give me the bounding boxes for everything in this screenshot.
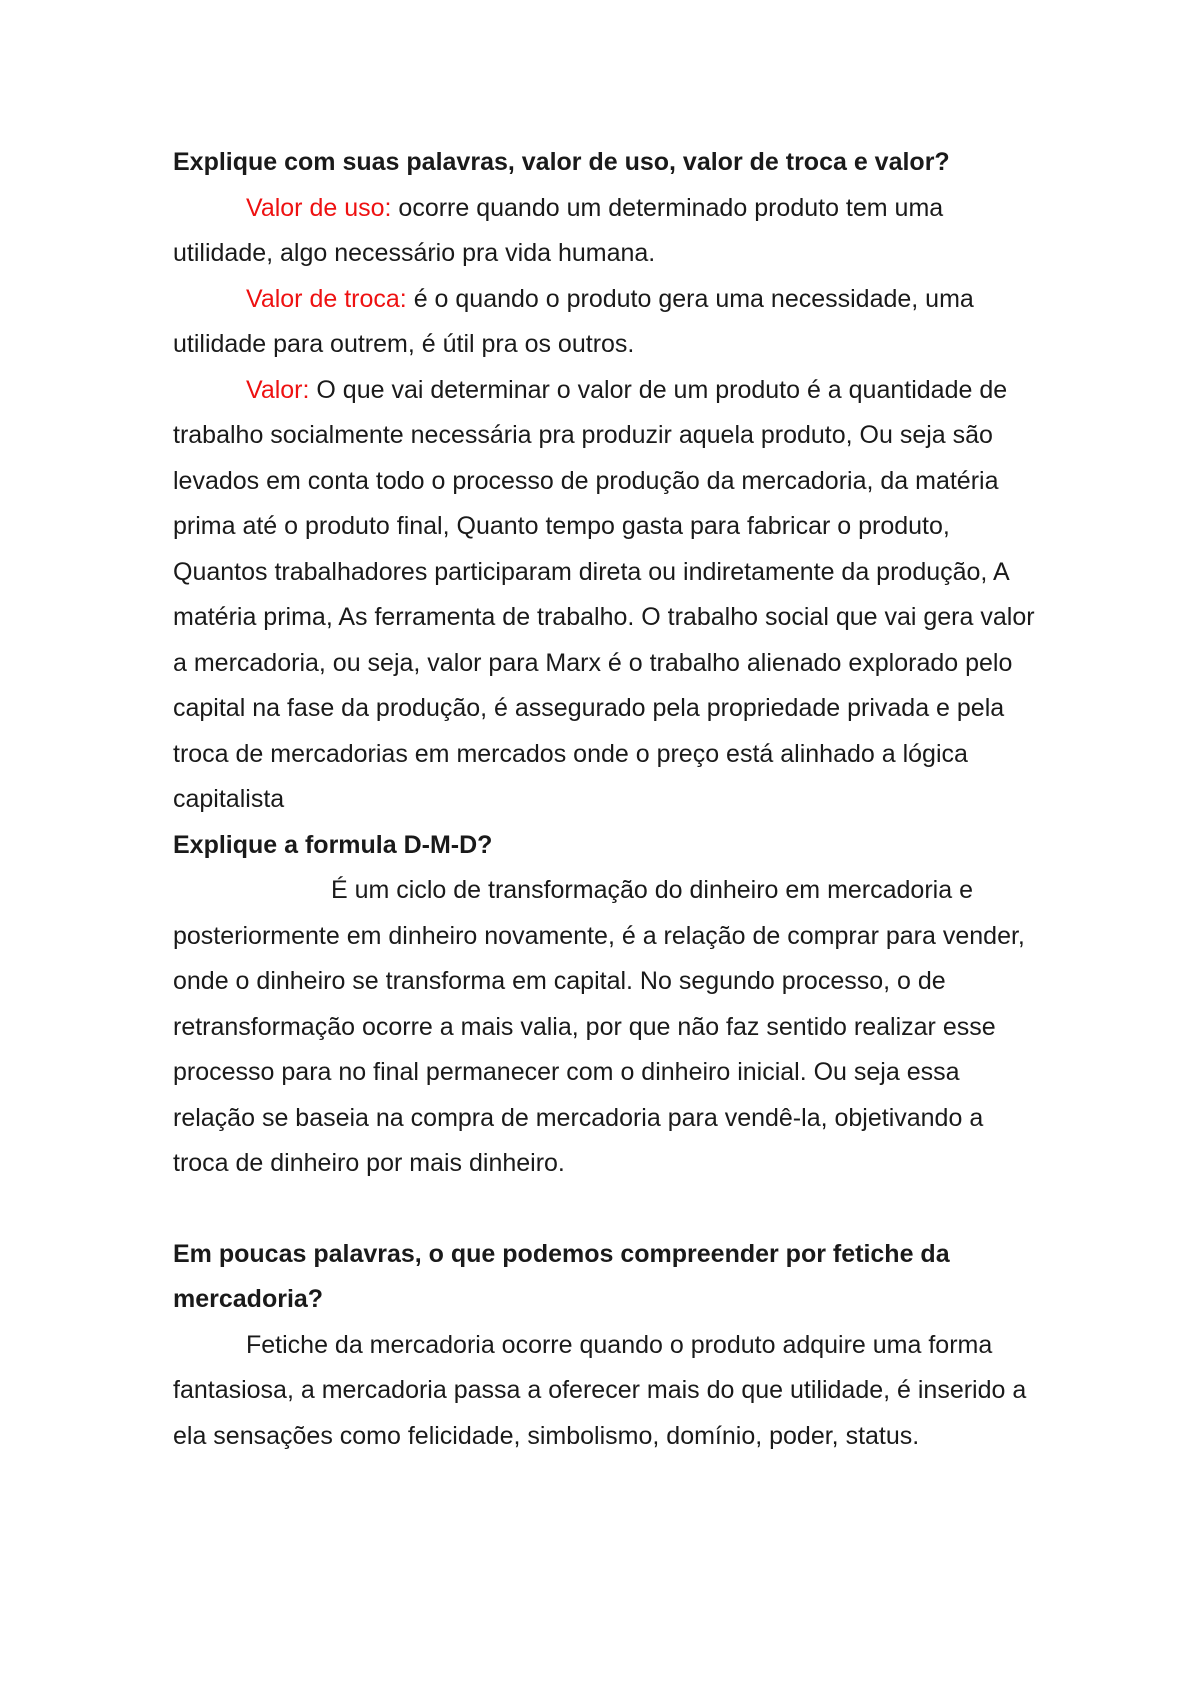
valor-de-uso-text: ocorre quando um determinado produto tem uma utilidade, algo necessário pra vida humana. xyxy=(173,193,944,267)
valor-de-uso-colon: : xyxy=(384,193,392,222)
document-page xyxy=(173,140,1043,1459)
question-2-answer: É um ciclo de transformação do dinheiro em mercadoria e posteriormente em dinheiro novamente, é a relação de comprar para vender, onde o dinheiro se transforma em capital. No segundo processo, o de retransformação ocorre a mais valia, por que não faz sentido realizar esse processo para no final permanecer com o dinheiro inicial. Ou seja essa relação se baseia na compra de mercadoria para vendê-la, objetivando a troca de dinheiro por mais dinheiro. xyxy=(173,876,1025,1177)
valor-de-uso-term: Valor de uso xyxy=(246,193,385,222)
valor-term: Valor xyxy=(246,375,303,404)
valor-colon: : xyxy=(302,375,310,404)
valor-de-uso-paragraph xyxy=(173,186,1043,277)
valor-de-troca-colon: : xyxy=(399,284,407,313)
question-1-heading: Explique com suas palavras, valor de uso, valor de troca e valor? xyxy=(173,148,950,176)
question-2-heading: Explique a formula D-M-D? xyxy=(173,830,493,859)
question-3-answer: Fetiche da mercadoria ocorre quando o produto adquire uma forma fantasiosa, a mercadoria passa a oferecer mais do que utilidade, é inserido a ela sensações como felicidade, simbolismo, domínio, poder, status. xyxy=(173,1330,1027,1450)
valor-de-troca-text: é o quando o produto gera uma necessidade, uma utilidade para outrem, é útil pra os outros. xyxy=(173,284,974,358)
valor-de-troca-term: Valor de troca xyxy=(246,284,400,313)
valor-de-troca-paragraph xyxy=(173,277,1043,368)
valor-text: O que vai determinar o valor de um produto é a quantidade de trabalho socialmente necessária pra produzir aquela produto, Ou seja são levados em conta todo o processo de produção da mercadoria, da matéria prima até o produto final, Quanto tempo gasta para fabricar o produto, Quantos trabalhadores participaram direta ou indiretamente da produção, A matéria prima, As ferramenta de trabalho. O trabalho social que vai gera valor a mercadoria, ou seja, valor para Marx é o trabalho alienado explorado pelo capital na fase da produção, é assegurado pela propriedade privada e pela troca de mercadorias em mercados onde o preço está alinhado a lógica capitalista xyxy=(173,375,1035,813)
valor-paragraph xyxy=(173,368,1043,823)
question-3-heading: Em poucas palavras, o que podemos compreender por fetiche da mercadoria? xyxy=(173,1239,950,1313)
